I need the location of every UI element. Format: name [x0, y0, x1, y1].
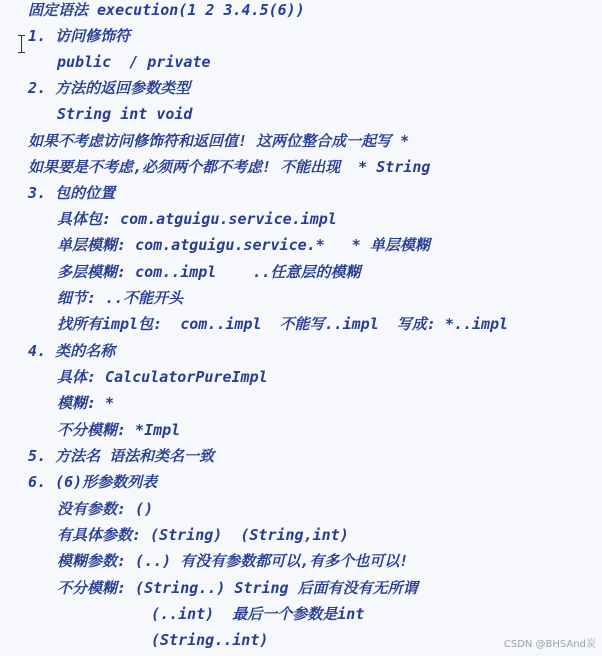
- section-6-item: 不分模糊: (String..) String 后面有没有无所谓: [57, 579, 418, 597]
- section-6-item: 模糊参数: (..) 有没有参数都可以,有多个也可以!: [57, 552, 409, 570]
- section-3-item: 具体包: com.atguigu.service.impl: [57, 210, 337, 228]
- text-cursor-icon: [17, 35, 26, 53]
- csdn-watermark: CSDN @BHSAnd炭: [503, 639, 596, 650]
- note-line: 如果不考虑访问修饰符和返回值! 这两位整合成一起写 *: [28, 132, 410, 150]
- section-3-item: 单层模糊: com.atguigu.service.* * 单层模糊: [57, 236, 430, 254]
- section-4-item: 具体: CalculatorPureImpl: [57, 368, 268, 386]
- syntax-title: 固定语法 execution(1 2 3.4.5(6)): [28, 1, 305, 19]
- section-1-heading: 1. 访问修饰符: [28, 27, 131, 45]
- section-2-heading: 2. 方法的返回参数类型: [28, 79, 191, 97]
- note-line: 如果要是不考虑,必须两个都不考虑! 不能出现 * String: [28, 158, 431, 176]
- section-3-heading: 3. 包的位置: [28, 184, 116, 202]
- section-3-item: 多层模糊: com..impl ..任意层的模糊: [57, 263, 361, 281]
- section-6-subitem: (..int) 最后一个参数是int: [151, 605, 365, 623]
- section-5-heading: 5. 方法名 语法和类名一致: [28, 447, 215, 465]
- section-3-item: 找所有impl包: com..impl 不能写..impl 写成: *..impl: [57, 315, 509, 333]
- section-6-item: 没有参数: (): [57, 500, 154, 518]
- section-6-subitem: (String..int): [151, 631, 269, 649]
- section-3-item: 细节: ..不能开头: [57, 289, 184, 307]
- section-1-item: public / private: [57, 53, 211, 71]
- section-6-item: 有具体参数: (String) (String,int): [57, 526, 349, 544]
- section-2-item: String int void: [57, 105, 193, 123]
- section-6-heading: 6. (6)形参数列表: [28, 473, 158, 491]
- section-4-item: 不分模糊: *Impl: [57, 421, 181, 439]
- section-4-heading: 4. 类的名称: [28, 342, 116, 360]
- section-4-item: 模糊: *: [57, 394, 115, 412]
